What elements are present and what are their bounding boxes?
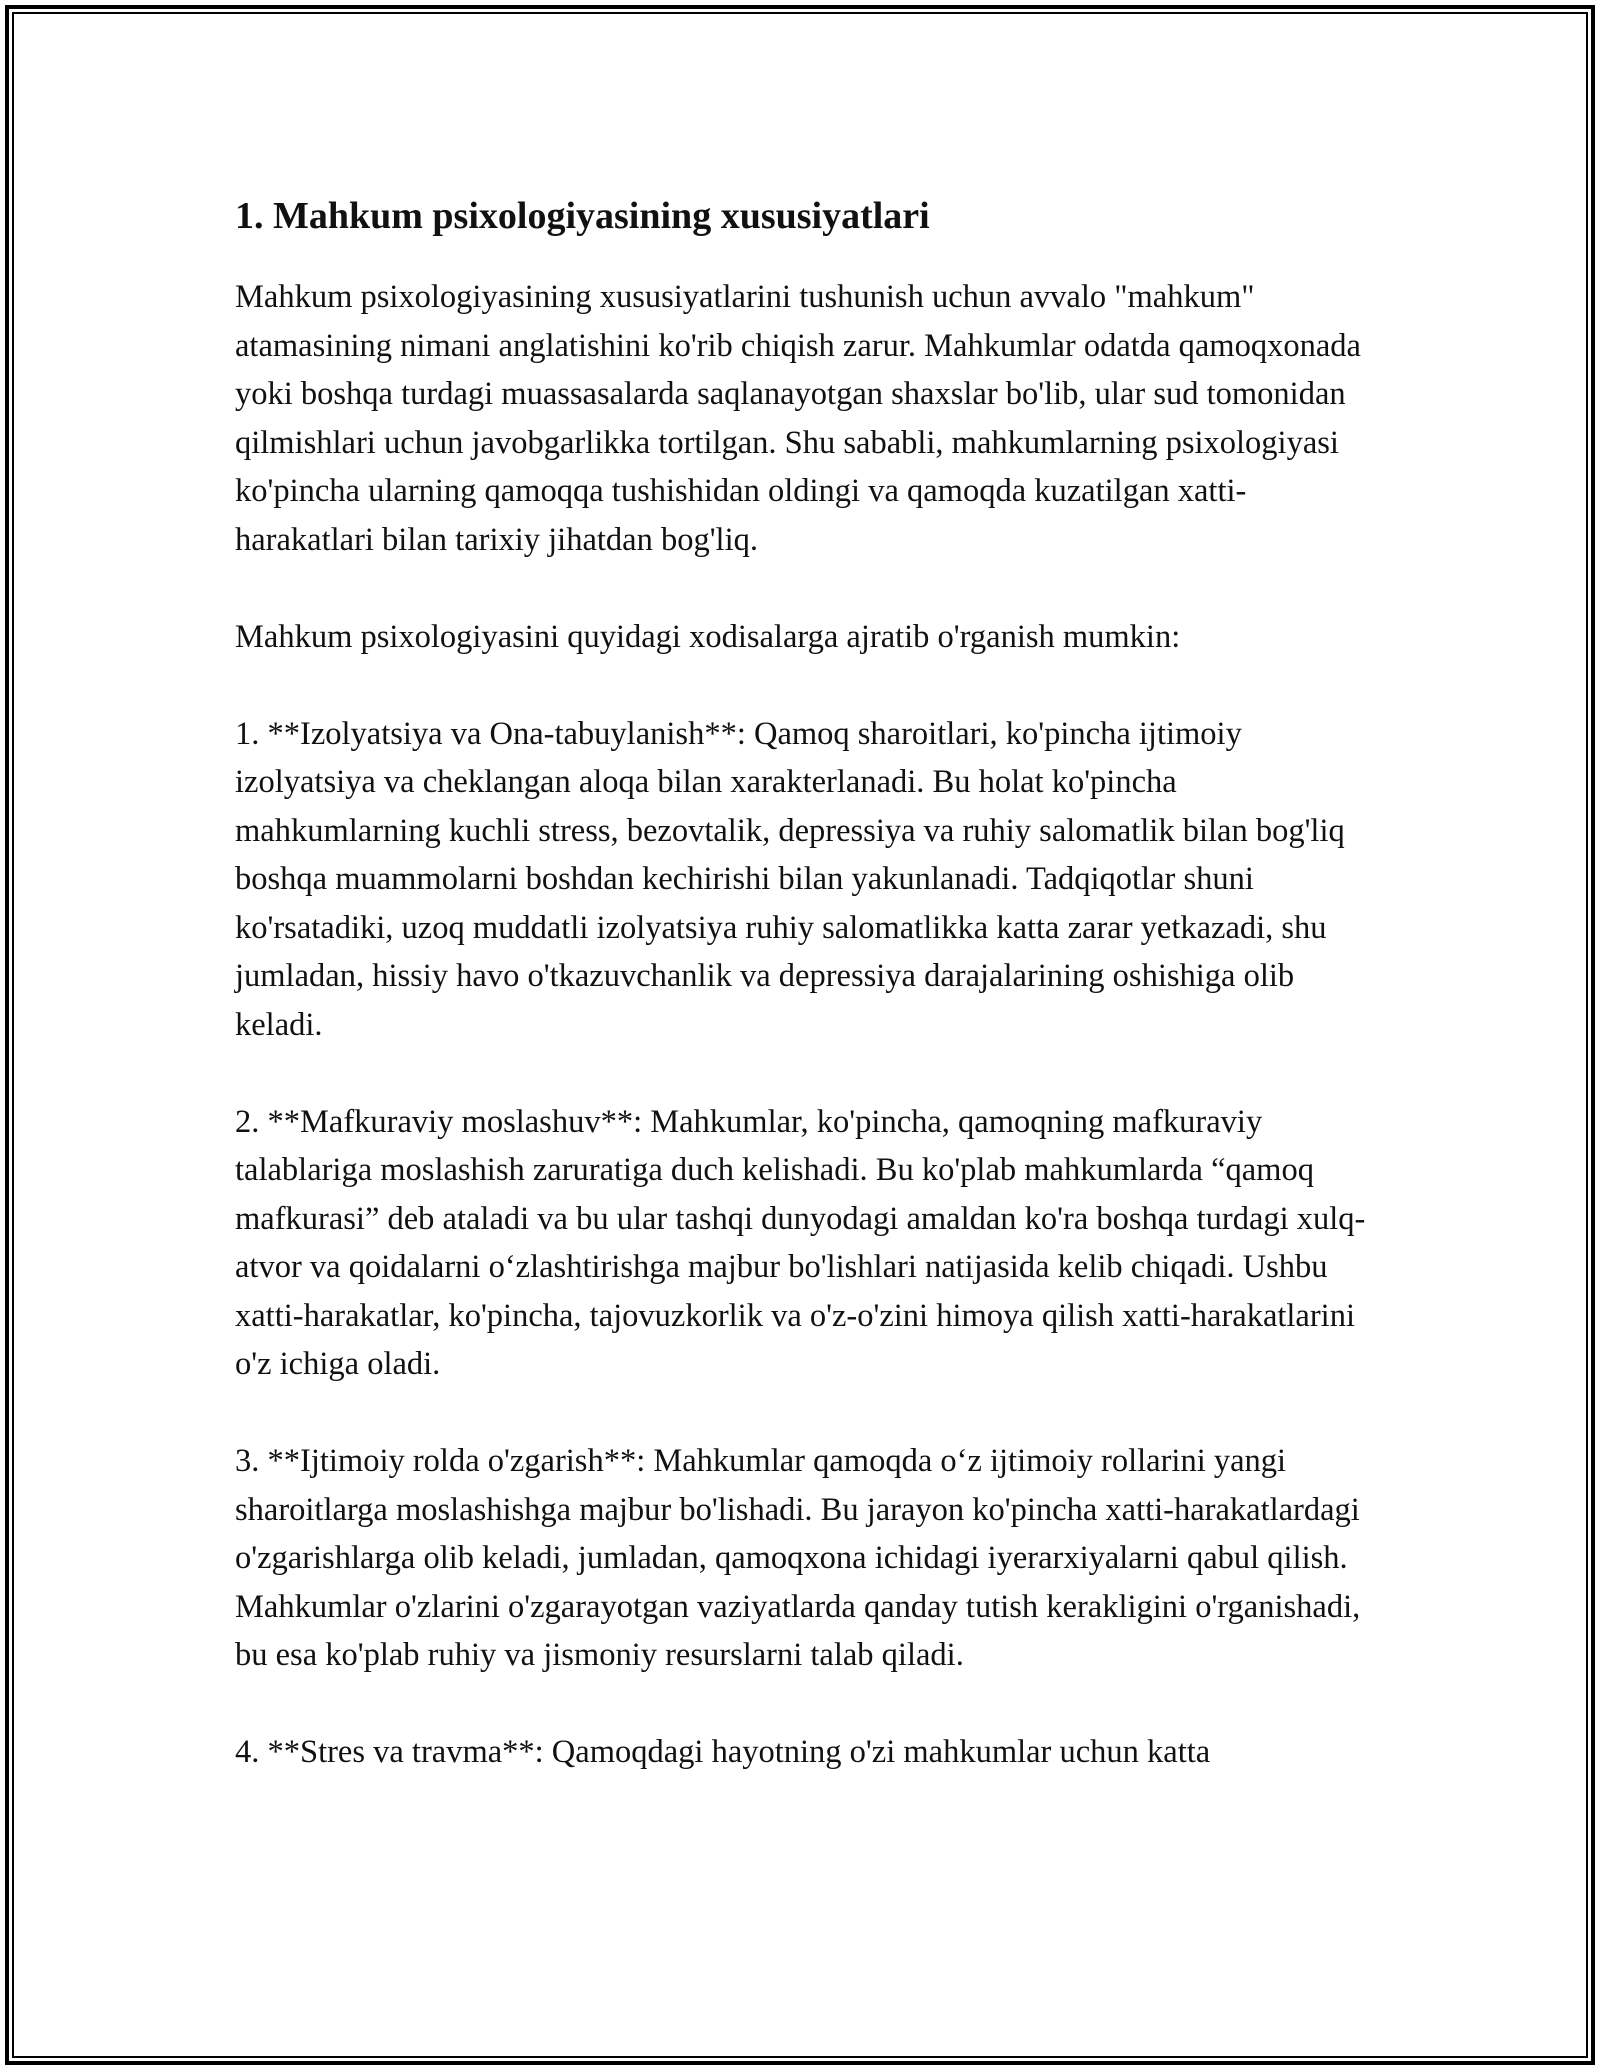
paragraph-lead-in: Mahkum psixologiyasini quyidagi xodisalarga ajratib o'rganish mumkin: bbox=[235, 618, 1181, 655]
section-heading: 1. Mahkum psixologiyasining xususiyatlari bbox=[235, 195, 930, 237]
list-item-isolation: 1. **Izolyatsiya va Ona-tabuylanish**: Qamoq sharoitlari, ko'pincha ijtimoiy izolyatsiya va cheklangan aloqa bilan xarakterlanadi. Bu holat ko'pincha mahkumlarning kuchli stress, bezovtalik, depressiya va ruhiy salomatlik bilan bog'liq boshqa muammolarni boshdan kechirishi bilan yakunlanadi. Tadqiqotlar shuni ko'rsatadiki, uzoq muddatli izolyatsiya ruhiy salomatlikka katta zarar yetkazadi, shu jumladan, hissiy havo o'tkazuvchanlik va depressiya darajalarining oshishiga olib keladi. bbox=[235, 715, 1345, 1043]
list-item-social-role-change: 3. **Ijtimoiy rolda o'zgarish**: Mahkumlar qamoqda o‘z ijtimoiy rollarini yangi sharoitlarga moslashishga majbur bo'lishadi. Bu jarayon ko'pincha xatti-harakatlardagi o'zgarishlarga olib keladi, jumladan, qamoqxona ichidagi iyerarxiyalarni qabul qilish. Mahkumlar o'zlarini o'zgarayotgan vaziyatlarda qanday tutish kerakligini o'rganishadi, bu esa ko'plab ruhiy va jismoniy resurslarni talab qiladi. bbox=[235, 1443, 1361, 1673]
list-item-stress-trauma: 4. **Stres va travma**: Qamoqdagi hayotning o'zi mahkumlar uchun katta bbox=[235, 1734, 1211, 1770]
paragraph-intro: Mahkum psixologiyasining xususiyatlarini tushunish uchun avvalo "mahkum" atamasining nimani anglatishini ko'rib chiqish zarur. Mahkumlar odatda qamoqxonada yoki boshqa turdagi muassasalarda saqlanayotgan shaxslar bo'lib, ular sud tomonidan qilmishlari uchun javobgarlikka tortilgan. Shu sababli, mahkumlarning psixologiyasi ko'pincha ularning qamoqqa tushishidan oldingi va qamoqda kuzatilgan xatti-harakatlari bilan tarixiy jihatdan bog'liq. bbox=[235, 279, 1361, 558]
document-body bbox=[235, 183, 1375, 1825]
list-item-ideological-adaptation: 2. **Mafkuraviy moslashuv**: Mahkumlar, ko'pincha, qamoqning mafkuraviy talablariga moslashish zaruratiga duch kelishadi. Bu ko'plab mahkumlarda “qamoq mafkurasi” deb ataladi va bu ular tashqi dunyodagi amaldan ko'ra boshqa turdagi xulq-atvor va qoidalarni o‘zlashtirishga majbur bo'lishlari natijasida kelib chiqadi. Ushbu xatti-harakatlar, ko'pincha, tajovuzkorlik va o'z-o'zini himoya qilish xatti-harakatlarini o'z ichiga oladi. bbox=[235, 1103, 1366, 1382]
